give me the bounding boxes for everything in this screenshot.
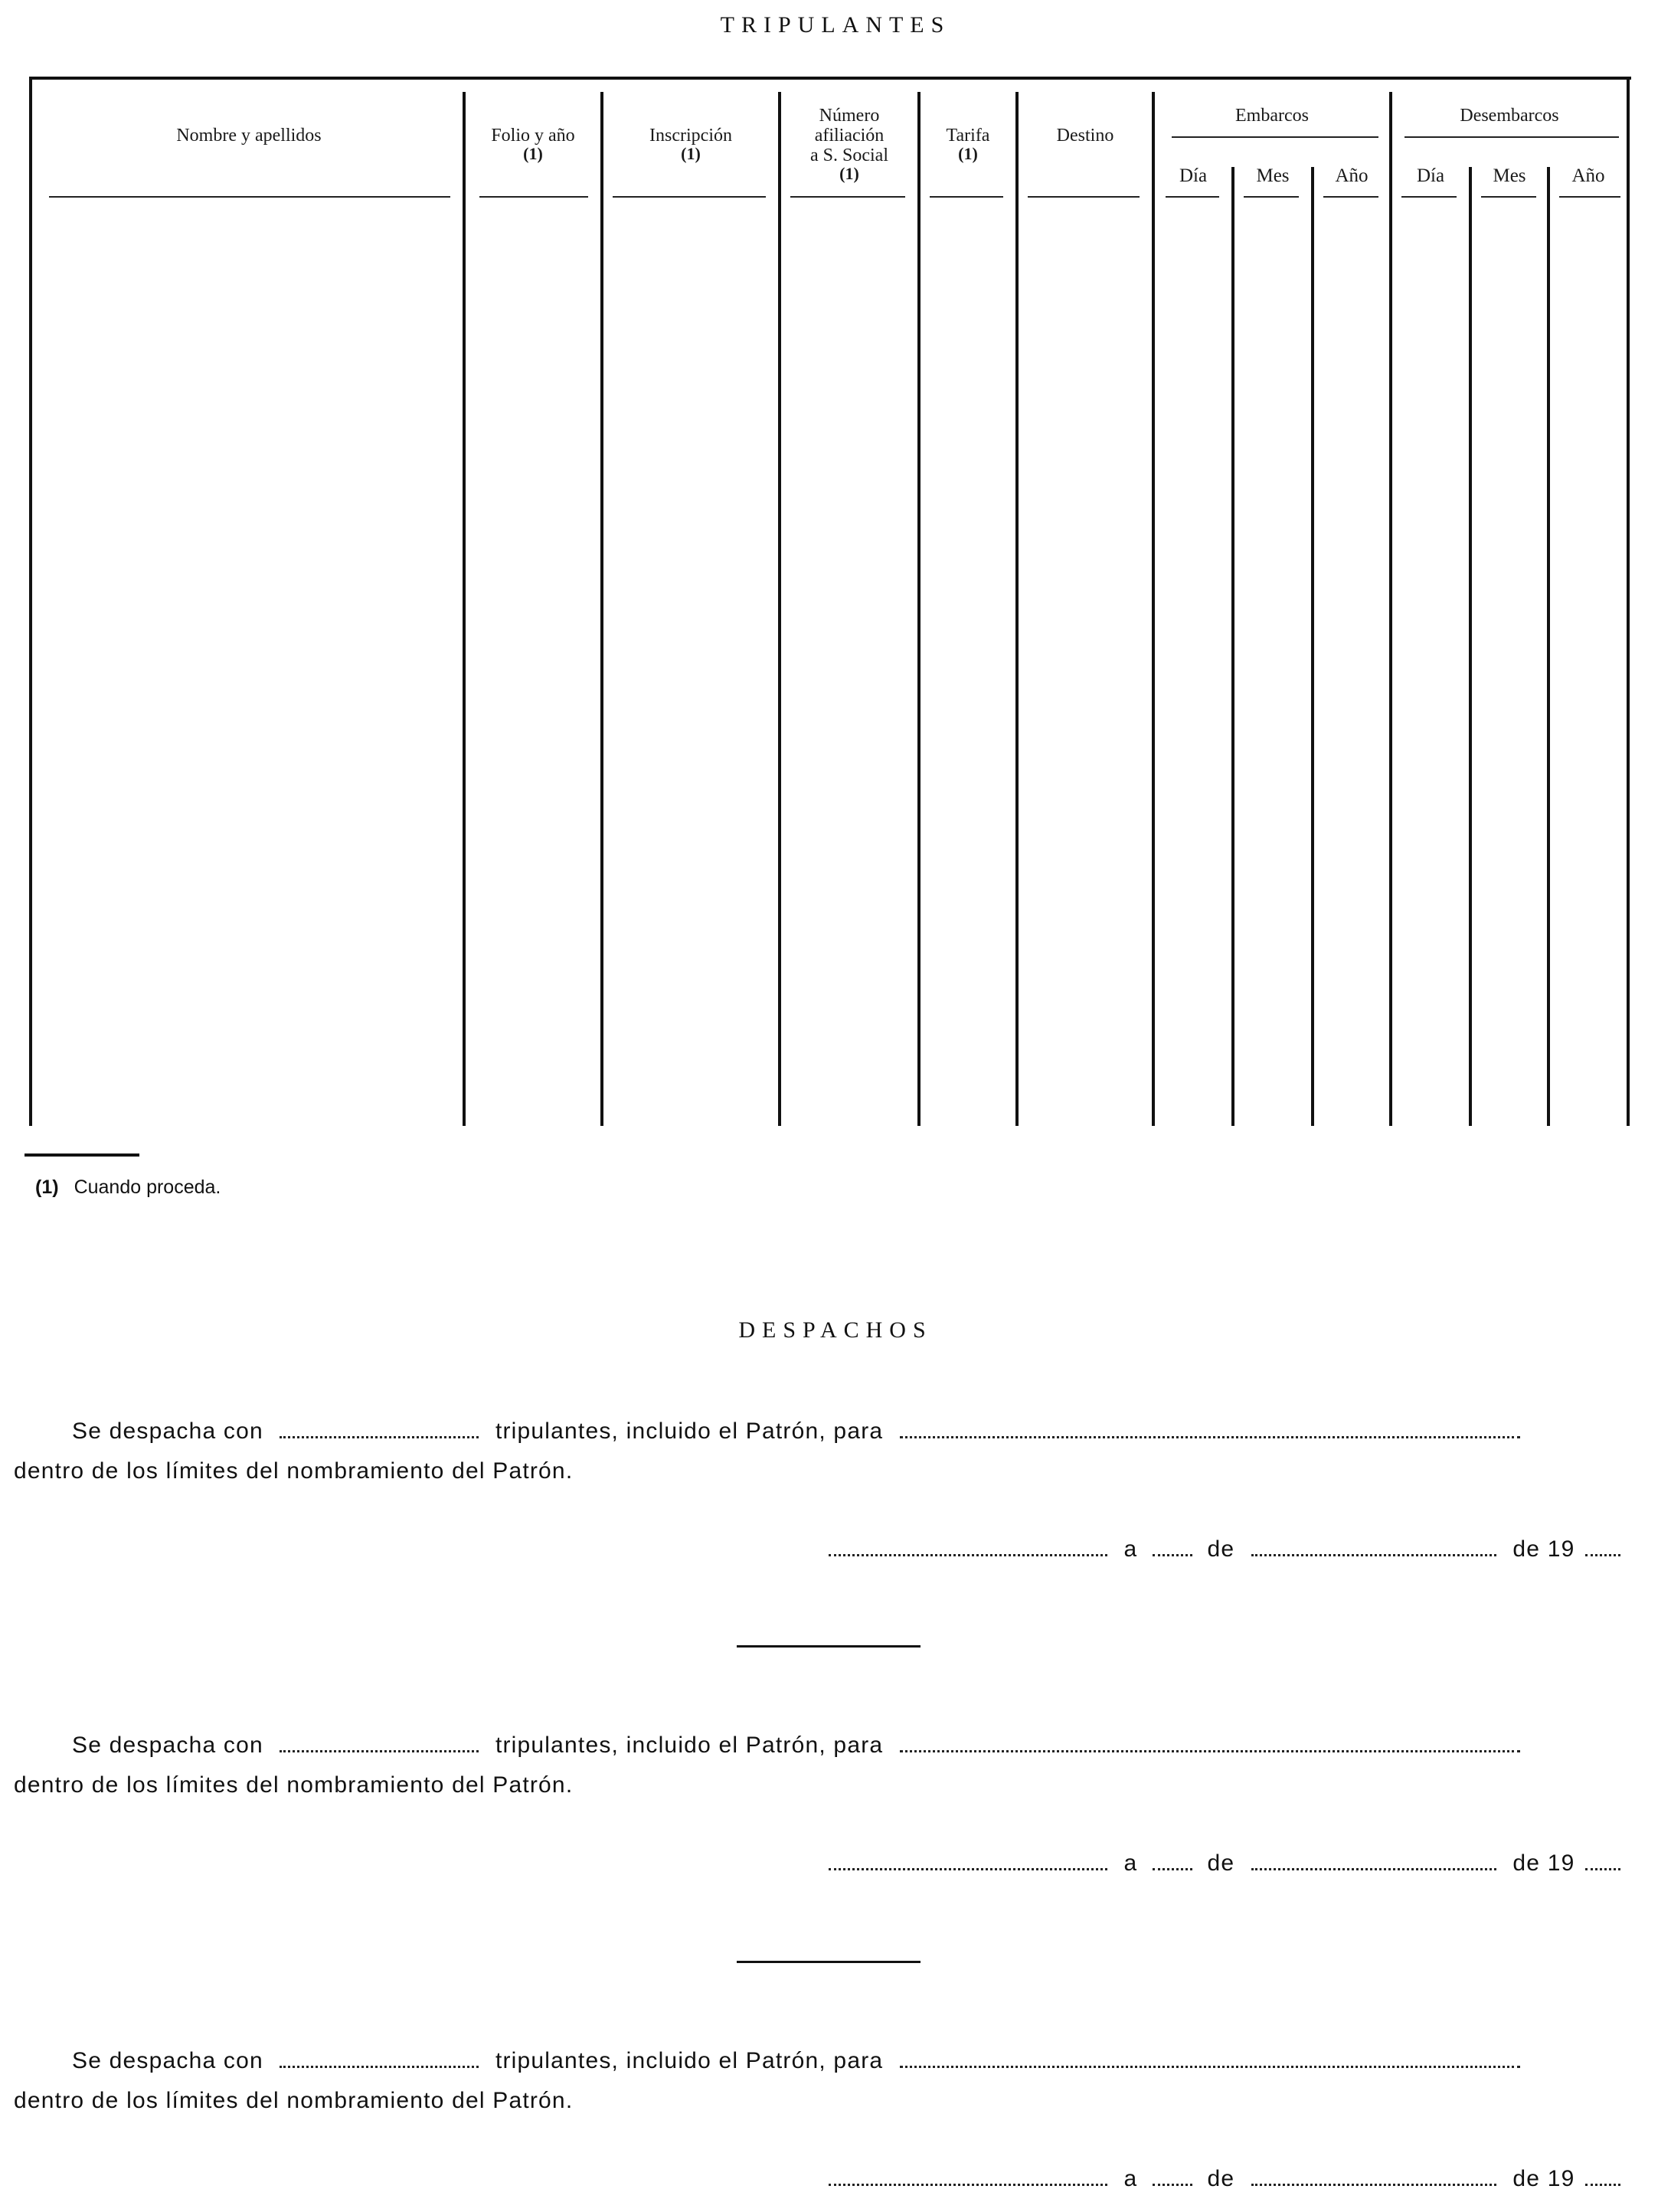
field-dia[interactable]	[1153, 1551, 1192, 1556]
despacho-date-line	[829, 1850, 1620, 1877]
header-afiliacion	[781, 106, 917, 182]
header-afiliacion-l1: Número	[819, 106, 880, 126]
header-afiliacion-note: (1)	[839, 164, 859, 183]
header-underline	[1028, 196, 1140, 198]
despachos-title: DESPACHOS	[738, 1317, 933, 1343]
subheader-underline	[1559, 196, 1620, 198]
field-tripulantes-count[interactable]	[280, 1747, 479, 1752]
group-underline	[1172, 136, 1378, 138]
header-embarcos: Embarcos	[1235, 106, 1309, 126]
despacho-text-de1: de	[1207, 1536, 1235, 1562]
header-embarcos-ano: Año	[1335, 165, 1369, 186]
header-afiliacion-l2: afiliación	[814, 126, 885, 146]
field-destino[interactable]	[900, 2063, 1520, 2068]
despacho-text-tripulantes: tripulantes, incluido el Patrón, para	[495, 1418, 884, 1444]
despacho-text-se: Se despacha con	[72, 1733, 263, 1758]
table-left-border	[29, 77, 32, 1126]
despacho-text-a: a	[1123, 1536, 1138, 1562]
field-ano[interactable]	[1585, 1865, 1620, 1870]
despacho-line-1	[72, 2048, 1520, 2074]
field-dia[interactable]	[1153, 1865, 1192, 1870]
header-desembarcos-mes: Mes	[1493, 165, 1526, 186]
despacho-text-de2: de 19	[1512, 1536, 1575, 1562]
despacho-text-tripulantes: tripulantes, incluido el Patrón, para	[495, 2048, 884, 2073]
field-mes[interactable]	[1251, 1551, 1496, 1556]
col-divider	[1152, 92, 1155, 1126]
header-desembarcos: Desembarcos	[1460, 106, 1559, 126]
despacho-text-a: a	[1123, 2166, 1138, 2191]
header-inscripcion-note: (1)	[681, 144, 701, 163]
header-underline	[49, 196, 450, 198]
header-underline	[479, 196, 588, 198]
footnote	[35, 1176, 221, 1199]
despacho-line-2: dentro de los límites del nombramiento del Patrón.	[14, 1458, 574, 1484]
header-nombre: Nombre y apellidos	[176, 126, 322, 146]
footnote-rule	[25, 1153, 139, 1157]
header-embarcos-dia: Día	[1179, 165, 1208, 186]
subheader-underline	[1481, 196, 1536, 198]
subheader-underline	[1401, 196, 1457, 198]
header-embarcos-mes: Mes	[1256, 165, 1290, 186]
table-right-border	[1627, 77, 1630, 1126]
header-underline	[790, 196, 905, 198]
col-divider	[1311, 167, 1314, 1126]
subheader-underline	[1323, 196, 1378, 198]
field-ano[interactable]	[1585, 2181, 1620, 2186]
col-divider	[600, 92, 603, 1126]
header-inscripcion	[603, 126, 778, 162]
field-tripulantes-count[interactable]	[280, 1433, 479, 1438]
despacho-text-tripulantes: tripulantes, incluido el Patrón, para	[495, 1733, 884, 1758]
header-desembarcos-ano: Año	[1571, 165, 1605, 186]
footnote-mark: (1)	[35, 1176, 59, 1198]
table-top-border	[29, 77, 1631, 80]
field-dia[interactable]	[1153, 2181, 1192, 2186]
header-underline	[613, 196, 766, 198]
col-divider	[1231, 167, 1234, 1126]
despacho-line-2: dentro de los límites del nombramiento del Patrón.	[14, 1772, 574, 1798]
header-tarifa	[921, 126, 1015, 162]
field-lugar[interactable]	[829, 2181, 1107, 2186]
despacho-text-se: Se despacha con	[72, 2048, 263, 2073]
despacho-date-line	[829, 1536, 1620, 1562]
col-divider	[1015, 92, 1019, 1126]
header-underline	[930, 196, 1003, 198]
col-divider	[1547, 167, 1550, 1126]
header-folio-note: (1)	[523, 144, 543, 163]
header-folio-label: Folio y año	[491, 126, 575, 146]
despacho-text-de1: de	[1207, 2166, 1235, 2191]
subheader-underline	[1244, 196, 1299, 198]
despacho-text-de1: de	[1207, 1850, 1235, 1876]
header-afiliacion-l3: a S. Social	[810, 146, 888, 165]
col-divider	[778, 92, 781, 1126]
despacho-text-a: a	[1123, 1850, 1138, 1876]
despacho-line-1	[72, 1418, 1520, 1445]
group-underline	[1404, 136, 1619, 138]
despacho-text-se: Se despacha con	[72, 1418, 263, 1444]
field-tripulantes-count[interactable]	[280, 2063, 479, 2068]
despacho-line-1	[72, 1733, 1520, 1759]
header-desembarcos-dia: Día	[1416, 165, 1445, 186]
despacho-separator	[737, 1961, 921, 1963]
footnote-text: Cuando proceda.	[74, 1176, 221, 1198]
field-destino[interactable]	[900, 1433, 1520, 1438]
subheader-underline	[1166, 196, 1219, 198]
despacho-line-2: dentro de los límites del nombramiento del Patrón.	[14, 2088, 574, 2113]
despacho-date-line	[829, 2166, 1620, 2192]
despacho-text-de2: de 19	[1512, 2166, 1575, 2191]
header-folio	[466, 126, 600, 162]
field-destino[interactable]	[900, 1747, 1520, 1752]
field-lugar[interactable]	[829, 1551, 1107, 1556]
header-inscripcion-label: Inscripción	[649, 126, 732, 146]
despacho-separator	[737, 1645, 921, 1648]
header-tarifa-label: Tarifa	[946, 126, 990, 146]
col-divider	[917, 92, 921, 1126]
field-mes[interactable]	[1251, 2181, 1496, 2186]
field-mes[interactable]	[1251, 1865, 1496, 1870]
field-lugar[interactable]	[829, 1865, 1107, 1870]
tripulantes-title: TRIPULANTES	[720, 12, 951, 38]
header-tarifa-note: (1)	[958, 144, 978, 163]
col-divider	[1469, 167, 1472, 1126]
col-divider	[1389, 92, 1392, 1126]
header-destino: Destino	[1056, 126, 1114, 146]
col-divider	[463, 92, 466, 1126]
field-ano[interactable]	[1585, 1551, 1620, 1556]
despacho-text-de2: de 19	[1512, 1850, 1575, 1876]
